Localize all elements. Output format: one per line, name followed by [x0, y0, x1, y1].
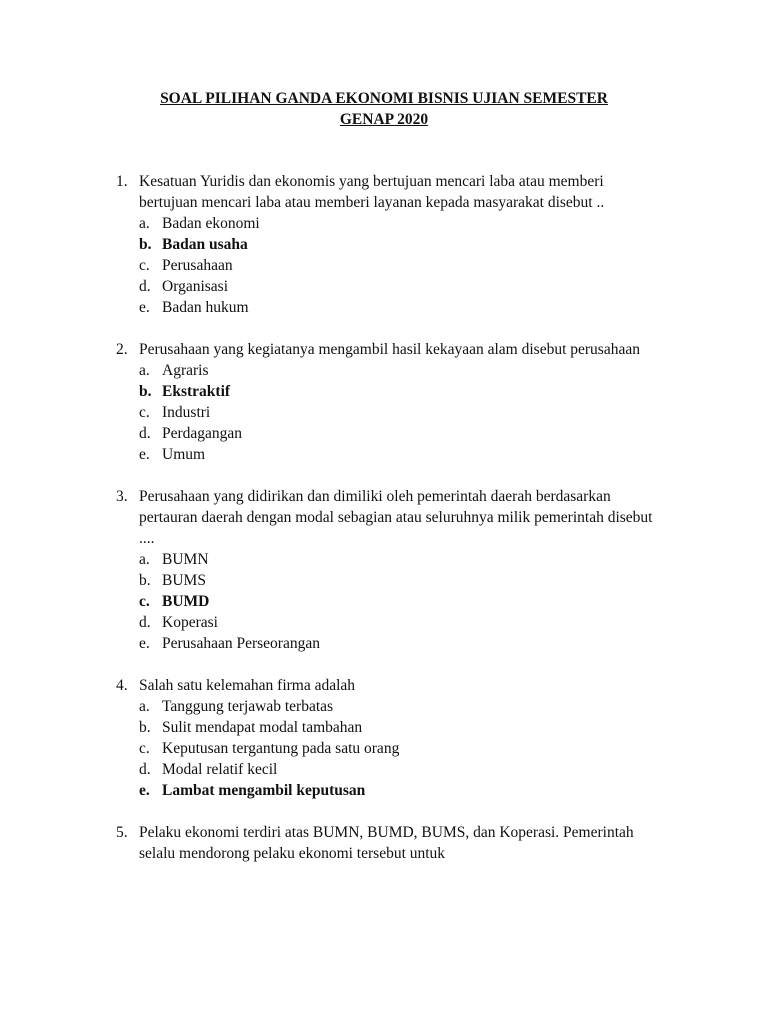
option-list	[139, 360, 656, 465]
option-text: Modal relatif kecil	[162, 761, 278, 778]
document-title	[90, 88, 678, 130]
option-letter: e.	[139, 635, 150, 652]
answer-option-correct	[139, 780, 656, 801]
answer-option	[139, 717, 656, 738]
option-text: Umum	[162, 446, 206, 463]
answer-option-correct	[139, 381, 656, 402]
question-number: 5.	[116, 824, 128, 841]
option-text: Perdagangan	[162, 425, 243, 442]
answer-option	[139, 759, 656, 780]
answer-option	[139, 255, 656, 276]
option-letter: d.	[139, 614, 151, 631]
option-text: Organisasi	[162, 278, 229, 295]
option-letter: b.	[139, 719, 151, 736]
option-letter: e.	[139, 299, 150, 316]
option-text: Industri	[162, 404, 211, 421]
option-text: BUMD	[162, 593, 210, 610]
option-letter: e.	[139, 446, 150, 463]
option-text: Keputusan tergantung pada satu orang	[162, 740, 400, 757]
option-text: Perusahaan	[162, 257, 233, 274]
answer-option	[139, 444, 656, 465]
question-item	[116, 171, 656, 318]
option-letter: a.	[139, 362, 150, 379]
answer-option-correct	[139, 591, 656, 612]
question-text: Salah satu kelemahan firma adalah	[139, 677, 356, 694]
question-number: 2.	[116, 341, 128, 358]
question-item	[116, 486, 656, 654]
question-text: Pelaku ekonomi terdiri atas BUMN, BUMD, BUMS, dan Koperasi. Pemerintah selalu mendorong pelaku ekonomi tersebut untuk	[139, 824, 634, 862]
answer-option	[139, 738, 656, 759]
answer-option	[139, 423, 656, 444]
option-letter: c.	[139, 740, 150, 757]
option-letter: a.	[139, 551, 150, 568]
answer-option-correct	[139, 234, 656, 255]
question-text: Perusahaan yang kegiatanya mengambil hasil kekayaan alam disebut perusahaan	[139, 341, 640, 358]
option-letter: d.	[139, 425, 151, 442]
question-item	[116, 822, 656, 864]
option-letter: c.	[139, 257, 150, 274]
option-text: Badan usaha	[162, 236, 248, 253]
option-text: Perusahaan Perseorangan	[162, 635, 320, 652]
option-letter: a.	[139, 698, 150, 715]
question-item	[116, 339, 656, 465]
title-line-1: SOAL PILIHAN GANDA EKONOMI BISNIS UJIAN SEMESTER	[160, 90, 608, 107]
option-list	[139, 213, 656, 318]
option-text: BUMN	[162, 551, 209, 568]
option-text: Lambat mengambil keputusan	[162, 782, 366, 799]
option-letter: c.	[139, 404, 150, 421]
answer-option	[139, 570, 656, 591]
answer-option	[139, 360, 656, 381]
answer-option	[139, 297, 656, 318]
option-list	[139, 696, 656, 801]
option-letter: b.	[139, 236, 152, 253]
answer-option	[139, 213, 656, 234]
answer-option	[139, 696, 656, 717]
option-letter: b.	[139, 572, 151, 589]
option-letter: d.	[139, 278, 151, 295]
option-letter: b.	[139, 383, 152, 400]
question-number: 3.	[116, 488, 128, 505]
option-text: BUMS	[162, 572, 206, 589]
answer-option	[139, 402, 656, 423]
question-list	[116, 171, 656, 885]
option-text: Badan ekonomi	[162, 215, 260, 232]
option-text: Sulit mendapat modal tambahan	[162, 719, 363, 736]
option-letter: c.	[139, 593, 150, 610]
answer-option	[139, 633, 656, 654]
answer-option	[139, 276, 656, 297]
option-list	[139, 549, 656, 654]
title-line-2: GENAP 2020	[339, 111, 429, 128]
option-letter: d.	[139, 761, 151, 778]
answer-option	[139, 612, 656, 633]
option-letter: e.	[139, 782, 150, 799]
question-number: 4.	[116, 677, 128, 694]
option-text: Ekstraktif	[162, 383, 231, 400]
answer-option	[139, 549, 656, 570]
question-text: Perusahaan yang didirikan dan dimiliki oleh pemerintah daerah berdasarkan pertauran daerah dengan modal sebagian atau seluruhnya milik pemerintah disebut ....	[139, 488, 653, 547]
option-letter: a.	[139, 215, 150, 232]
question-number: 1.	[116, 173, 128, 190]
option-text: Tanggung terjawab terbatas	[162, 698, 334, 715]
option-text: Badan hukum	[162, 299, 249, 316]
option-text: Koperasi	[162, 614, 218, 631]
question-item	[116, 675, 656, 801]
option-text: Agraris	[162, 362, 209, 379]
question-text: Kesatuan Yuridis dan ekonomis yang bertujuan mencari laba atau memberi bertujuan mencari laba atau memberi layanan kepada masyarakat disebut ..	[139, 173, 605, 211]
